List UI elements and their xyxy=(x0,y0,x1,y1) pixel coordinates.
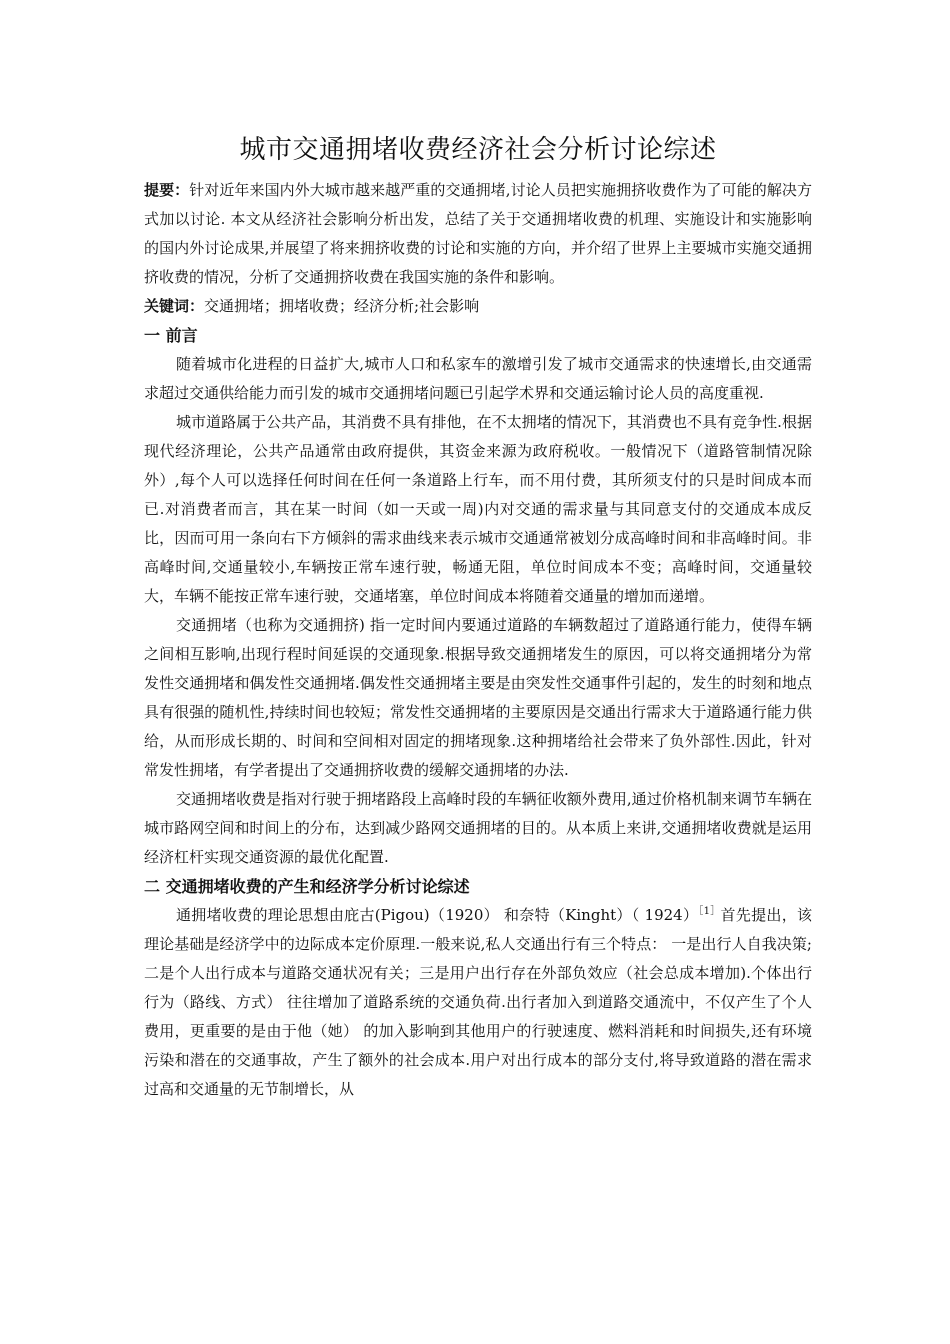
paragraph: 随着城市化进程的日益扩大,城市人口和私家车的激增引发了城市交通需求的快速增长,由交通需求超过交通供给能力而引发的城市交通拥堵问题已引起学术界和交通运输讨论人员的高度重视. xyxy=(144,355,812,402)
keywords xyxy=(144,292,812,321)
abstract xyxy=(144,176,812,292)
section-heading-economics: 二 交通拥堵收费的产生和经济学分析讨论综述 xyxy=(144,877,470,896)
paragraph: 交通拥堵收费是指对行驶于拥堵路段上高峰时段的车辆征收额外费用,通过价格机制来调节车辆在城市路网空间和时间上的分布，达到减少路网交通拥堵的目的。从本质上来讲,交通拥堵收费就是运用经济杠杆实现交通资源的最优化配置. xyxy=(144,790,812,866)
keywords-label: 关键词： xyxy=(144,297,205,315)
abstract-text: 针对近年来国内外大城市越来越严重的交通拥堵,讨论人员把实施拥挤收费作为了可能的解决方式加以讨论. 本文从经济社会影响分析出发，总结了关于交通拥堵收费的机理、实施设计和实施影响的国内外讨论成果,并展望了将来拥挤收费的讨论和实施的方向，并介绍了世界上主要城市实施交通拥挤收费的情况，分析了交通拥挤收费在我国实施的条件和影响。 xyxy=(144,181,812,286)
keywords-text: 交通拥堵；拥堵收费；经济分析;社会影响 xyxy=(204,297,480,315)
paragraph: 城市道路属于公共产品，其消费不具有排他，在不太拥堵的情况下，其消费也不具有竞争性.根据现代经济理论，公共产品通常由政府提供，其资金来源为政府税收。一般情况下（道路管制情况除外）,每个人可以选择任何时间在任何一条道路上行车，而不用付费，其所须支付的只是时间成本而已.对消费者而言，其在某一时间（如一天或一周)内对交通的需求量与其同意支付的交通成本成反比，因而可用一条向右下方倾斜的需求曲线来表示城市交通通常被划分成高峰时间和非高峰时间。非高峰时间,交通量较小,车辆按正常车速行驶，畅通无阻，单位时间成本不变；高峰时间，交通量较大，车辆不能按正常车速行驶，交通堵塞，单位时间成本将随着交通量的增加而递增。 xyxy=(144,413,812,605)
citation-ref[interactable]: ［1］ xyxy=(698,906,721,917)
abstract-label: 提要： xyxy=(144,181,190,199)
section-heading-preface: 一 前言 xyxy=(144,326,198,345)
document-page xyxy=(144,128,812,1104)
paragraph xyxy=(144,901,812,1104)
paragraph-text: 通拥堵收费的理论思想由庇古(Pigou)（1920） 和奈特（Kinght）（ 1924） xyxy=(176,906,699,924)
paragraph: 交通拥堵（也称为交通拥挤) 指一定时间内要通过道路的车辆数超过了道路通行能力，使得车辆之间相互影响,出现行程时间延误的交通现象.根据导致交通拥堵发生的原因，可以将交通拥堵分为常发性交通拥堵和偶发性交通拥堵.偶发性交通拥堵主要是由突发性交通事件引起的，发生的时刻和地点具有很强的随机性,持续时间也较短；常发性交通拥堵的主要原因是交通出行需求大于道路通行能力供给，从而形成长期的、时间和空间相对固定的拥堵现象.这种拥堵给社会带来了负外部性.因此，针对常发性拥堵，有学者提出了交通拥挤收费的缓解交通拥堵的办法. xyxy=(144,616,812,779)
paragraph-text: 首先提出，该理论基础是经济学中的边际成本定价原理.一般来说,私人交通出行有三个特点： 一是出行人自我决策;二是个人出行成本与道路交通状况有关；三是用户出行存在外部负效应（社会总成本增加).个体出行行为（路线、方式） 往往增加了道路系统的交通负荷.出行者加入到道路交通流中，不仅产生了个人费用，更重要的是由于他（她） 的加入影响到其他用户的行驶速度、燃料消耗和时间损失,还有环境污染和潜在的交通事故，产生了额外的社会成本.用户对出行成本的部分支付,将导致道路的潜在需求过高和交通量的无节制增长，从 xyxy=(144,906,812,1098)
document-title: 城市交通拥堵收费经济社会分析讨论综述 xyxy=(239,135,717,165)
